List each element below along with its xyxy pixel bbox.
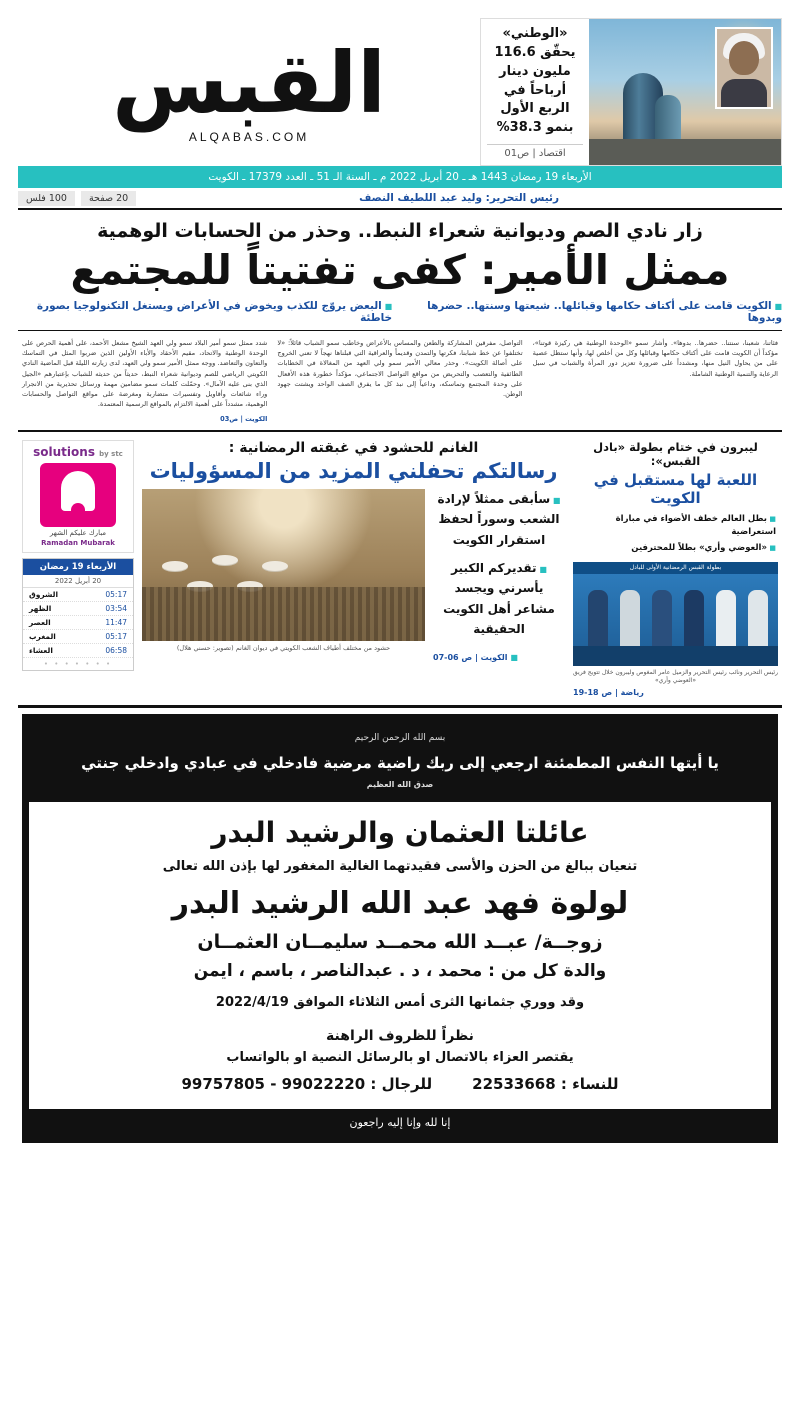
prayer-row xyxy=(23,602,133,616)
crowd xyxy=(142,587,425,641)
lead-column-1-text: شدد ممثل سمو أمير البلاد سمو ولي العهد الشيخ مشعل الأحمد، على أهمية الحرص على الوحدة الوطنية والاتحاد، مقيم الأحقاد والأباء الأولين الذين ضربوا المثل في التماسك والتعاون والتعاضد. ووجه ممثل الأمير سمو ولي العهد، لدى زيارته الليلة قبل الماضية النادي الكويتي الرياضي للصم وديوانية شعراء النبط، حديثاً من حديثه للشباب بإعتبارهم «الجيل الذي بنى عليه الآمال». وحمّلت كلمات سمو مضامين مهمة ورسائل تحذيرية من الانجرار وراء شائعات وأقاويل وتفسيرات متضاربة ومغرضة على مواقع التواصل والحسابات الوهمية، مشدداً على أهمية الالتزام بالمواقع الرسمية المعتمدة. xyxy=(22,339,268,409)
obituary-phone-women-number: 22533668 xyxy=(472,1075,556,1094)
sports-headline[interactable]: اللعبة لها مستقبل في الكويت xyxy=(593,470,758,507)
center-headline[interactable]: رسالتكم تحفلني المزيد من المسؤوليات xyxy=(149,458,558,483)
center-points xyxy=(433,489,565,673)
masthead xyxy=(18,18,782,166)
promo-line-3: مليون دينار xyxy=(499,63,571,79)
logo-arabic: القبس xyxy=(112,34,386,133)
lead-body-columns xyxy=(18,331,782,432)
obituary-condolence-line: تنعيان ببالغ من الحزن والأسى فقيدتهما الغالية المغفور لها بإذن الله تعالى xyxy=(162,859,638,875)
lead-bullet-2: ■ الكويت قامت على أكتاف حكامها وقبائلها.. شيعتها وسنتها.. حضرها وبدوها xyxy=(406,300,782,324)
sponsor-caption-ar: مبارك عليكم الشهر xyxy=(49,528,107,537)
lead-column-2 xyxy=(277,338,522,424)
sponsor-caption-en: Ramadan Mubarak xyxy=(41,538,115,547)
obituary-ad xyxy=(22,714,778,1143)
body-shape xyxy=(721,79,767,107)
promo-text xyxy=(481,19,589,165)
prayer-time: 03:54 xyxy=(105,604,127,614)
sports-photo-band: بطولة القبس الرمضانية الأولى للبادل xyxy=(573,562,778,574)
sponsor-brand xyxy=(27,445,129,459)
center-photo-caption: حشود من مختلف أطياف الشعب الكويتي في ديوان الغانم (تصوير: حسني هلال) xyxy=(176,643,391,652)
obituary-deceased-name: لولوة فهد عبد الله الرشيد البدر xyxy=(171,886,629,922)
sponsor-artwork xyxy=(40,463,116,527)
mosque-door-icon xyxy=(71,503,85,521)
obituary-phone-women-label: للنساء : xyxy=(560,1075,619,1094)
newspaper-logo xyxy=(18,18,480,166)
prayer-time: 06:58 xyxy=(105,646,127,656)
lead-ref[interactable]: الكويت | ص03 xyxy=(220,414,268,423)
prayer-name: الشروق xyxy=(29,590,59,600)
prayer-date: 20 أبريل 2022 xyxy=(23,575,133,588)
prayer-row xyxy=(23,644,133,658)
prayer-name: المغرب xyxy=(29,632,56,642)
page-sheet xyxy=(18,18,782,1389)
obituary-burial-info: وقد ووري جثمانها الثرى أمس الثلاثاء الموافق 2022/4/19 xyxy=(215,995,585,1011)
center-story xyxy=(142,440,565,698)
center-kicker: الغانم للحشود في غبقته الرمضانية : xyxy=(228,439,479,456)
decorative-dots: • • • • • • • xyxy=(43,660,113,669)
sponsor-brand-by: by stc xyxy=(99,449,123,458)
obituary-phones xyxy=(45,1075,755,1097)
center-point-2: ■ تقديركم الكبير يأسرني ويجسد مشاعر أهل الكويت الحقيقية xyxy=(433,558,565,640)
skyline xyxy=(589,139,781,165)
lead-column-3-text: فئاتنا، شعبنا، سنتنا.. حضرها.. بدوها». وأشار سمو «الوحدة الوطنية هي ركيزة قوتنا»، مؤكداً أن الكويت قامت على أكتاف حكامها وقبائلها وكل من أخلص لها، وأنها ستظل عصية على من يحاول النيل منها، ومشدداً على ضرورة تعزيز دور المرأة والشباب في سبل الرعاية والتنمية الوطنية الشاملة. xyxy=(532,339,778,378)
prayer-name: العشاء xyxy=(29,646,53,656)
promo-line-2: يحقّق 116.6 xyxy=(494,44,576,60)
prayer-name: العصر xyxy=(29,618,51,628)
date-bar xyxy=(18,166,782,188)
prayer-time: 11:47 xyxy=(105,618,127,628)
promo-line-4: أرباحاً في xyxy=(503,82,567,98)
lead-bullet-1: ■ البعض يروّج للكذب ويخوض في الأعراض ويستغل التكنولوجيا بصورة خاطئة xyxy=(18,300,392,324)
obituary-relation-children: والدة كل من : محمد ، د . عبدالناصر ، باسم ، ايمن xyxy=(193,961,607,982)
lead-column-2-text: التواصل، مفرقين المشاركة والطعن والمساس بالأعراض وخاطب سمو الشباب قائلاً: «لا تختلفوا عن خط شبابنا، فكرتها والتمدن وقديماً والعراقية التي قبلناها نهجاً لا تعني الخروج على أصالة الكويت». وحذر معالي الأمير سمو ولي العهد من المغالاة في الخطابات الطائفية والتعصب والتحريض من مواقع التواصل الاجتماعي، مؤكداً خطورة هذه الأفعال على وحدة المجتمع وتماسكه، وداعياً إلى نبذ كل ما يفرق الصف الواحد ويشتت جهود الوطن. xyxy=(277,339,523,399)
logo-english: ALQABAS.COM xyxy=(188,129,310,144)
lead-bullets xyxy=(18,300,782,331)
lead-column-1 xyxy=(22,338,267,424)
stage xyxy=(573,646,778,666)
portrait-photo xyxy=(715,27,773,109)
sponsor-ad[interactable] xyxy=(22,440,134,554)
sponsor-caption xyxy=(27,529,129,549)
issue-date: الأربعاء 19 رمضان 1443 هـ ـ 20 أبريل 2022 م ـ السنة الـ 51 ـ العدد 17379 ـ الكويت xyxy=(208,171,592,183)
promo-box[interactable] xyxy=(480,18,782,166)
sports-ref[interactable]: رياضة | ص 18-19 xyxy=(573,688,644,698)
obituary-body xyxy=(29,802,771,1109)
mid-section xyxy=(18,432,782,709)
obituary-header xyxy=(29,721,771,802)
promo-image xyxy=(589,19,781,165)
quran-verse xyxy=(43,747,757,799)
obituary-phone-men-number: 99022220 - 99757805 xyxy=(181,1075,366,1094)
lead-kicker: زار نادي الصم وديوانية شعراء النبط.. وحذر من الحسابات الوهمية xyxy=(97,220,703,242)
prayer-time: 05:17 xyxy=(105,590,127,600)
sports-photo-caption: رئيس التحرير ونائب رئيس التحرير والزميل عامر المغوص وليبرون خلال تتويج فريق «العوضي وأري» xyxy=(573,668,778,684)
prayer-row xyxy=(23,616,133,630)
sports-point-2: ■ «العوضي وأري» بطلاً للمحترفين xyxy=(573,541,778,557)
prayer-times-box xyxy=(22,558,134,671)
obituary-relation-spouse: زوجــة/ عبــد الله محمــد سليمــان العثمــان xyxy=(197,931,603,954)
center-ref[interactable]: ■ الكويت | ص 06-07 xyxy=(433,647,565,665)
quran-verse-text: يا أيتها النفس المطمئنة ارجعي إلى ربك راضية مرضية فادخلي في عبادي وادخلي جنتي xyxy=(81,753,719,772)
sponsor-panel xyxy=(22,440,134,698)
lead-headline[interactable]: ممثل الأمير: كفى تفتيتاً للمجتمع xyxy=(70,246,730,294)
editor-in-chief: رئيس التحرير: وليد عبد اللطيف النصف xyxy=(359,192,560,204)
obituary-condolence-method: يقتصر العزاء بالاتصال او بالرسائل النصية او بالواتساب xyxy=(226,1050,574,1066)
sponsor-brand-name: solutions xyxy=(33,444,95,459)
promo-line-5: الربع الأول xyxy=(500,101,570,117)
promo-line-6: بنمو 38.3% xyxy=(496,120,574,136)
sports-photo xyxy=(573,562,778,666)
center-point-1: ■ سأبقى ممثلاً لإرادة الشعب وسوراً لحفظ استقرار الكويت xyxy=(433,489,565,550)
prayer-name: الظهر xyxy=(29,604,52,614)
sub-bar xyxy=(18,188,782,210)
lead-column-3 xyxy=(533,338,778,424)
obituary-phone-women[interactable] xyxy=(472,1075,618,1093)
obituary-phone-men-label: للرجال : xyxy=(370,1075,433,1094)
obituary-families: عائلتا العثمان والرشيد البدر xyxy=(211,816,589,850)
promo-ref: اقتصاد | ص01 xyxy=(487,144,583,159)
prayer-title: الأربعاء 19 رمضان xyxy=(23,559,133,575)
price-label: 100 فلس xyxy=(18,191,75,206)
obituary-phone-men[interactable] xyxy=(181,1075,432,1093)
center-body xyxy=(142,489,565,673)
prayer-row xyxy=(23,630,133,644)
pages-label: 20 صفحة xyxy=(81,191,136,206)
quran-verse-attribution: صدق الله العظيم xyxy=(366,780,434,790)
obituary-footer: إنا لله وإنا إليه راجعون xyxy=(29,1109,771,1136)
center-photo xyxy=(142,489,425,641)
promo-line-1: «الوطني» xyxy=(502,26,568,41)
basmala: بسم الله الرحمن الرحيم xyxy=(354,733,446,744)
sports-story xyxy=(573,440,778,698)
face-shape xyxy=(729,41,759,75)
sports-point-1: ■ بطل العالم خطف الأضواء في مباراة استعراضية xyxy=(573,512,778,541)
prayer-row xyxy=(23,588,133,602)
prayer-time: 05:17 xyxy=(105,632,127,642)
sports-kicker: ليبرون في ختام بطولة «بادل القبس»: xyxy=(593,439,758,468)
obituary-circumstances: نظراً للظروف الراهنة xyxy=(326,1028,474,1045)
